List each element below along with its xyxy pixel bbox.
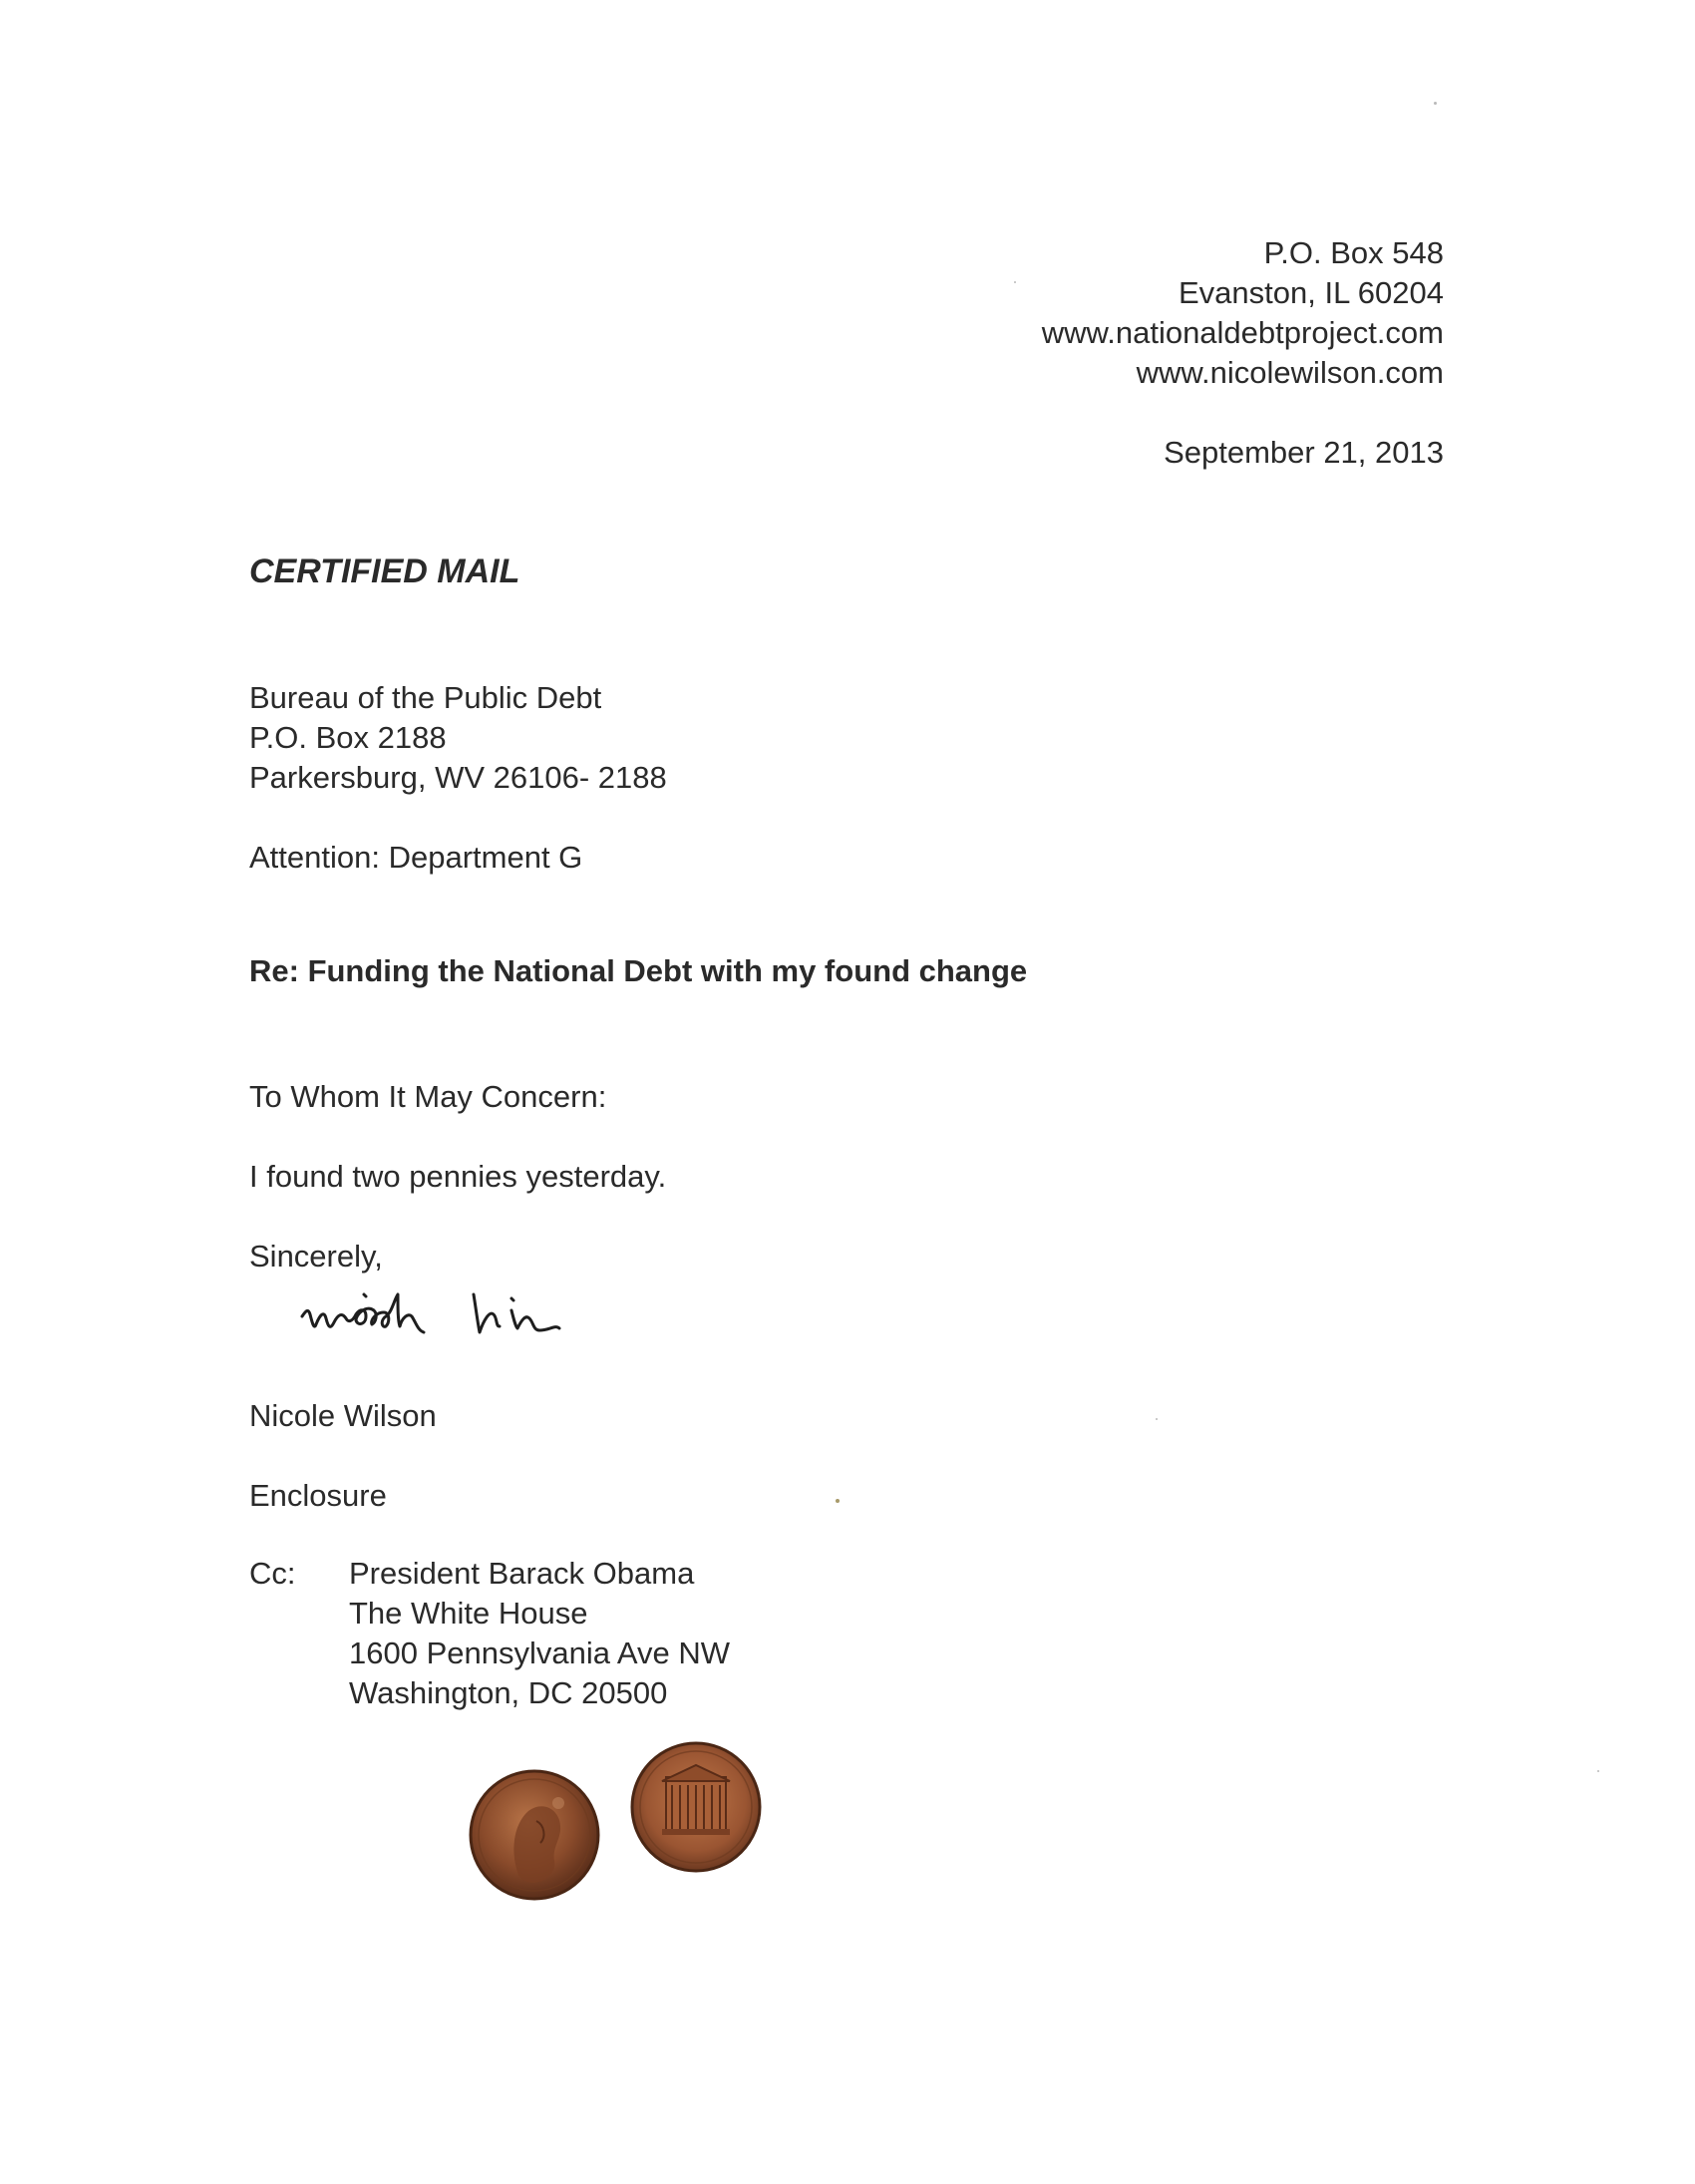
sender-website-2: www.nicolewilson.com xyxy=(1136,355,1444,390)
penny-tails-icon xyxy=(632,1743,760,1871)
enclosure-note: Enclosure xyxy=(249,1478,387,1513)
letter-date: September 21, 2013 xyxy=(1164,435,1444,470)
recipient-line-1: Bureau of the Public Debt xyxy=(249,680,602,715)
sender-po-box: P.O. Box 548 xyxy=(1263,235,1444,270)
cc-line-2: The White House xyxy=(349,1596,588,1631)
salutation: To Whom It May Concern: xyxy=(249,1079,607,1114)
closing: Sincerely, xyxy=(249,1239,383,1274)
enclosed-pennies xyxy=(459,1725,818,1925)
recipient-line-2: P.O. Box 2188 xyxy=(249,720,447,755)
subject-line: Re: Funding the National Debt with my found change xyxy=(249,953,1028,988)
cc-line-4: Washington, DC 20500 xyxy=(349,1675,668,1710)
penny-heads-icon xyxy=(471,1771,598,1899)
cc-address xyxy=(349,1554,730,1713)
scan-speck xyxy=(1156,1418,1158,1420)
scan-speck xyxy=(1014,281,1016,283)
cc-line-3: 1600 Pennsylvania Ave NW xyxy=(349,1636,730,1670)
cc-line-1: President Barack Obama xyxy=(349,1556,695,1591)
scan-speck xyxy=(1434,102,1437,105)
scan-speck xyxy=(1597,1770,1599,1772)
signer-name: Nicole Wilson xyxy=(249,1398,437,1433)
mail-type-heading: CERTIFIED MAIL xyxy=(249,552,520,590)
scan-speck xyxy=(836,1499,840,1503)
cc-label: Cc: xyxy=(249,1556,296,1591)
handwritten-signature xyxy=(294,1274,673,1354)
body-paragraph: I found two pennies yesterday. xyxy=(249,1159,667,1194)
recipient-line-3: Parkersburg, WV 26106- 2188 xyxy=(249,760,667,795)
sender-website-1: www.nationaldebtproject.com xyxy=(1041,315,1444,350)
recipient-attention: Attention: Department G xyxy=(249,840,583,875)
sender-city-line: Evanston, IL 60204 xyxy=(1179,275,1444,310)
